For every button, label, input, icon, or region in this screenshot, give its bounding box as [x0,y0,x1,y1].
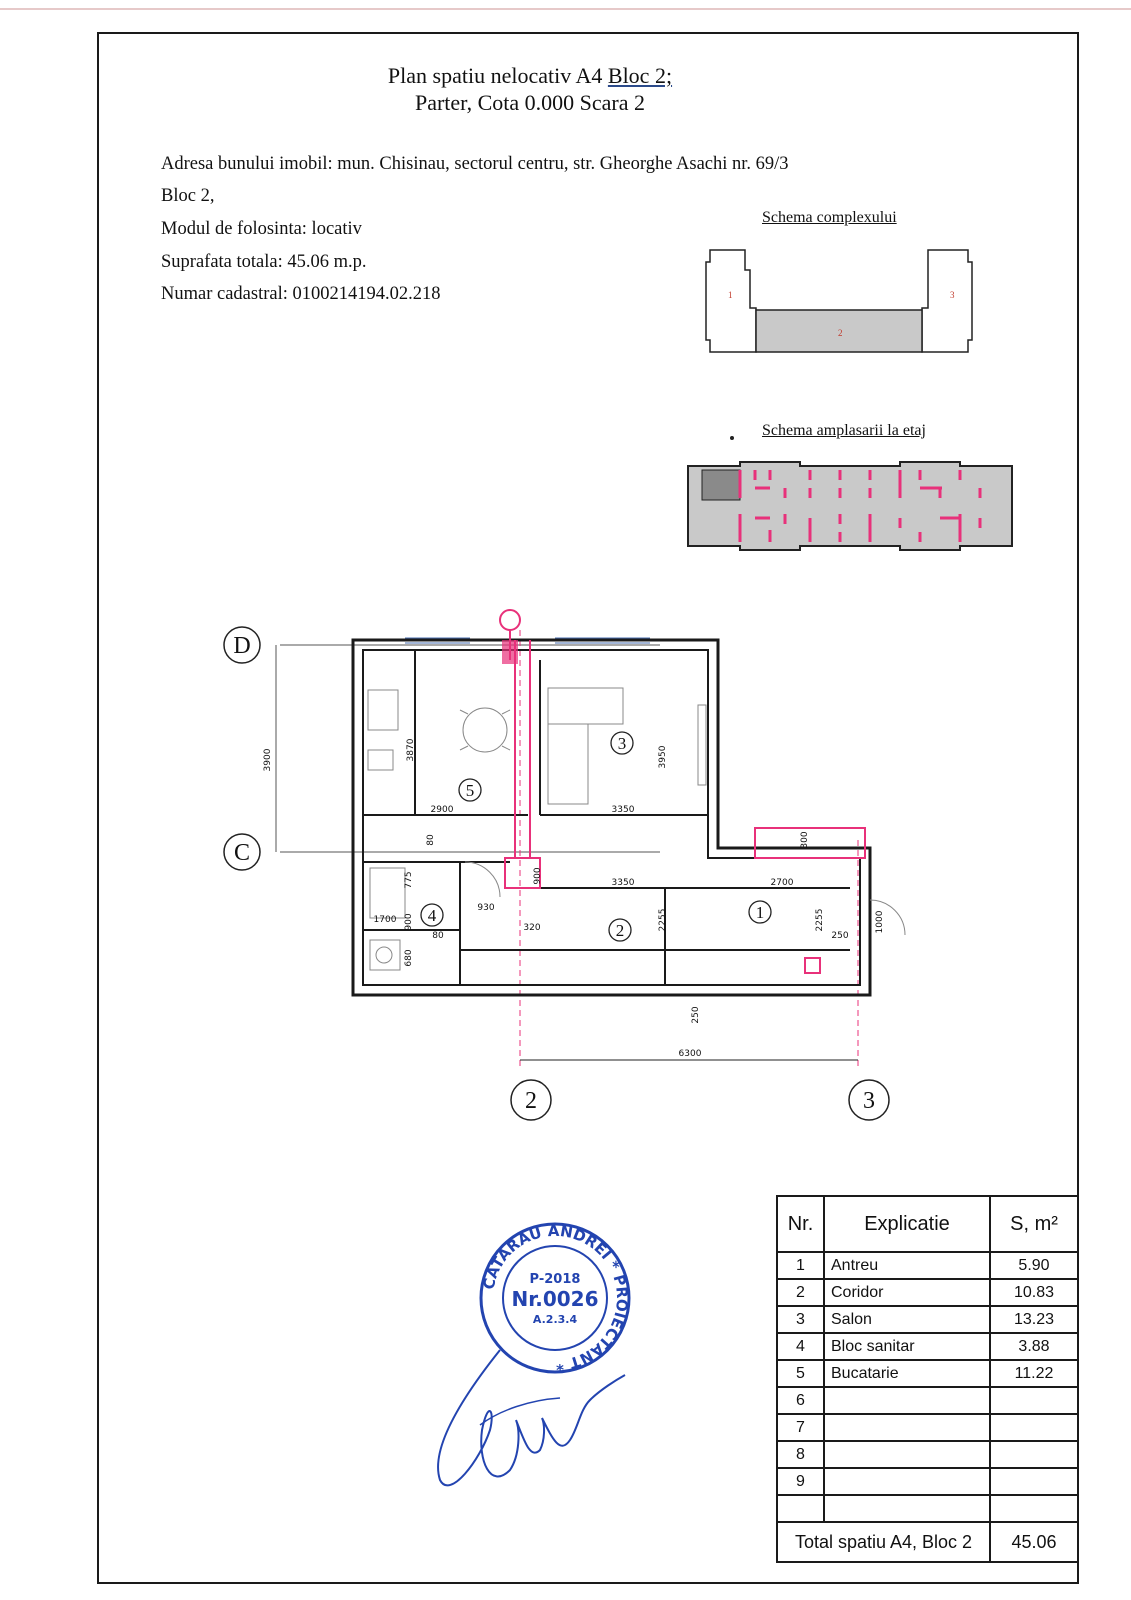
dim-900-bottom: 900 [404,913,414,931]
axis-c-label: C [233,840,251,866]
row-name [824,1387,990,1414]
complex-scheme [700,240,990,365]
cadastral-line: Numar cadastral: 0100214194.02.218 [161,284,441,304]
row-area: 5.90 [990,1252,1078,1279]
document-title-line1 [300,63,760,89]
room-4-marker [421,904,443,926]
dim-1700: 1700 [373,915,397,925]
dim-680: 680 [404,949,414,967]
floor-scheme-title: Schema amplasarii la etaj [762,422,926,439]
row-name: Antreu [824,1252,990,1279]
row-area: 10.83 [990,1279,1078,1306]
dim-775: 775 [404,871,414,889]
dim-250-door: 250 [831,931,849,941]
dim-930: 930 [477,903,495,913]
table-row [777,1333,1078,1360]
axis-2 [511,1080,551,1120]
room-2-marker [609,919,631,941]
dim-250-bottom: 250 [691,1006,701,1024]
dim-80-top: 80 [426,834,436,846]
row-nr: 5 [777,1360,824,1387]
total-label: Total spatiu A4, Bloc 2 [777,1522,990,1562]
explanation-table [776,1195,1079,1563]
dim-1000: 1000 [875,910,885,934]
header-area: S, m² [990,1196,1078,1252]
row-name: Salon [824,1306,990,1333]
row-nr [777,1495,824,1522]
floor-scheme [680,458,1030,558]
total-value: 45.06 [990,1522,1078,1562]
usage-line: Modul de folosinta: locativ [161,219,362,239]
header-explicatie: Explicatie [824,1196,990,1252]
axis-3-label: 3 [863,1088,875,1114]
row-name: Bloc sanitar [824,1333,990,1360]
dim-3950: 3950 [658,745,668,769]
dim-6300: 6300 [678,1049,702,1059]
stamp-line3: A.2.3.4 [532,1313,578,1326]
table-row [777,1468,1078,1495]
dim-900-top: 900 [533,867,543,885]
dim-300: 300 [800,831,810,849]
table-row [777,1279,1078,1306]
row-area [990,1495,1078,1522]
row-nr: 4 [777,1333,824,1360]
row-nr: 3 [777,1306,824,1333]
table-row [777,1441,1078,1468]
complex-block-2: 2 [838,328,843,338]
row-area [990,1414,1078,1441]
row-name [824,1414,990,1441]
row-area: 3.88 [990,1333,1078,1360]
row-area [990,1468,1078,1495]
table-row [777,1360,1078,1387]
outer-walls [353,640,870,995]
table-row [777,1414,1078,1441]
row-area [990,1441,1078,1468]
room-3-marker [611,732,633,754]
signature [420,1340,640,1500]
address-line2: Bloc 2, [161,186,215,206]
row-name [824,1441,990,1468]
dim-2255-right: 2255 [815,908,825,932]
complex-block-3: 3 [950,290,955,300]
table-row [777,1252,1078,1279]
row-nr: 9 [777,1468,824,1495]
row-nr: 7 [777,1414,824,1441]
row-nr: 8 [777,1441,824,1468]
table-header-row [777,1196,1078,1252]
room-3-number: 3 [617,734,627,753]
room-4-number: 4 [427,906,437,925]
top-edge-line [0,8,1131,10]
row-area: 11.22 [990,1360,1078,1387]
row-name: Coridor [824,1279,990,1306]
room-5-marker [459,779,481,801]
stamp-ring-text: CATARAU ANDREI * PROIECTANT * [479,1221,632,1375]
dim-3350-bottom: 3350 [611,878,635,888]
axis-3 [849,1080,889,1120]
dim-2900: 2900 [430,805,454,815]
document-title-line2: Parter, Cota 0.000 Scara 2 [414,90,646,115]
stamp-line2: Nr.0026 [511,1287,599,1311]
row-name: Bucatarie [824,1360,990,1387]
dim-2255-left: 2255 [658,908,668,932]
axis-d-label: D [233,633,251,659]
row-area [990,1387,1078,1414]
row-name [824,1495,990,1522]
room-2-number: 2 [615,921,625,940]
total-area-line: Suprafata totala: 45.06 m.p. [161,252,367,272]
row-name [824,1468,990,1495]
axis-c [224,834,260,870]
dim-80-bottom: 80 [432,931,444,941]
title-bloc: Bloc 2; [607,63,673,88]
dim-2700: 2700 [770,878,794,888]
axis-2-label: 2 [525,1088,537,1114]
dim-3870: 3870 [406,738,416,762]
room-1-number: 1 [755,903,765,922]
dim-3900: 3900 [263,748,273,772]
room-5-number: 5 [465,781,475,800]
table-row [777,1495,1078,1522]
dim-320: 320 [523,923,541,933]
row-nr: 6 [777,1387,824,1414]
row-nr: 2 [777,1279,824,1306]
bullet-dot [730,436,734,440]
axis-d [224,627,260,663]
complex-block-1: 1 [728,290,733,300]
table-total-row [777,1522,1078,1562]
table-row [777,1306,1078,1333]
title-prefix: Plan spatiu nelocativ A4 [387,63,603,88]
floor-plan [210,600,930,1125]
complex-scheme-title: Schema complexului [762,209,897,226]
table-row [777,1387,1078,1414]
stamp-line1: P-2018 [529,1272,581,1287]
room-1-marker [749,901,771,923]
row-area: 13.23 [990,1306,1078,1333]
header-nr: Nr. [777,1196,824,1252]
dim-3350-top: 3350 [611,805,635,815]
row-nr: 1 [777,1252,824,1279]
address-line1: Adresa bunului imobil: mun. Chisinau, sectorul centru, str. Gheorghe Asachi nr. 69/3 [161,154,789,174]
